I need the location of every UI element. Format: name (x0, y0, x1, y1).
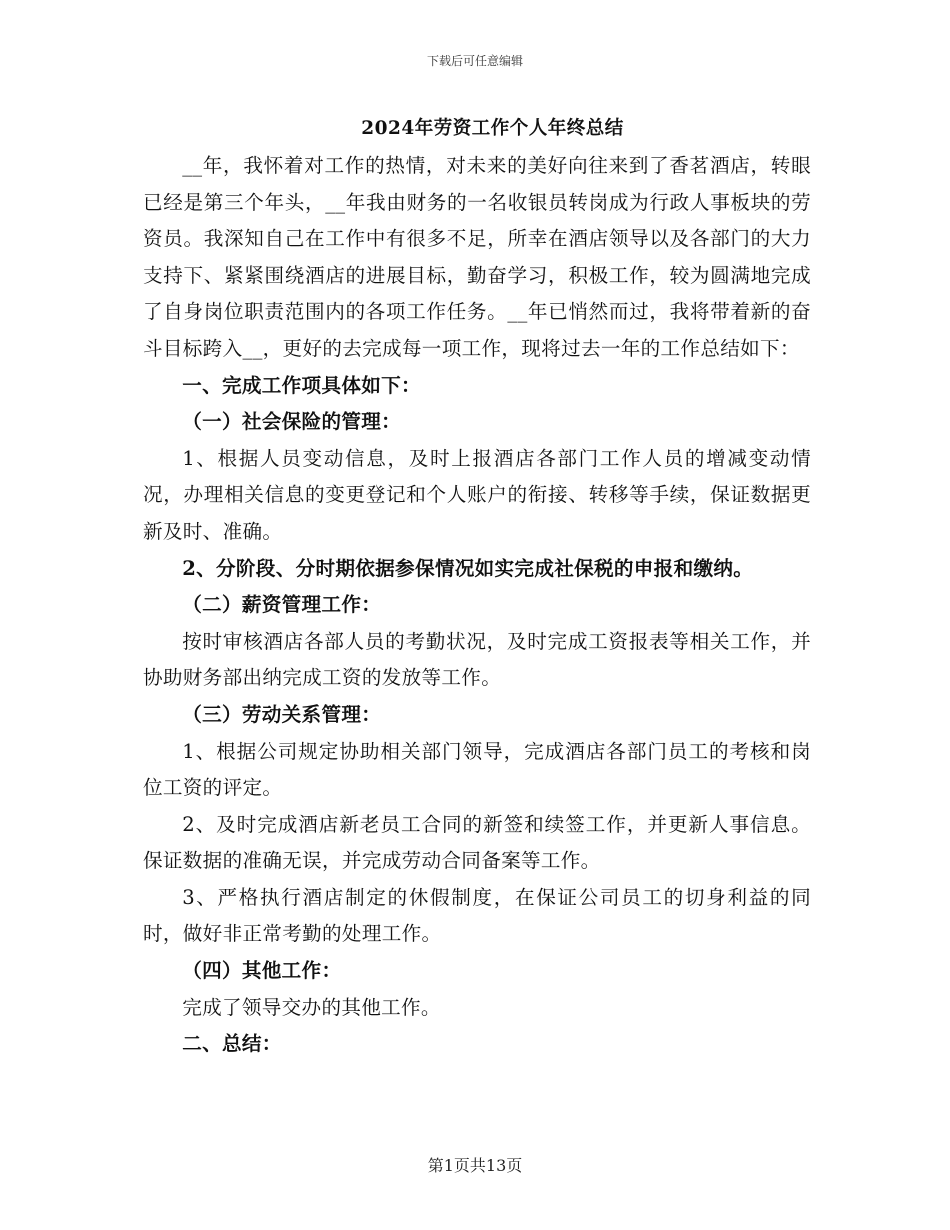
subsection-1-heading: （一）社会保险的管理： (182, 410, 402, 434)
subsection-2-text: 按时审核酒店各部人员的考勤状况，及时完成工资报表等相关工作，并协助财务部出纳完成工资的发放等工作。 (143, 629, 811, 690)
subsection-3-heading: （三）劳动关系管理： (182, 702, 382, 726)
subsection-1-item-1: 1、根据人员变动信息，及时上报酒店各部门工作人员的增减变动情况，办理相关信息的变更登记和个人账户的衔接、转移等手续，保证数据更新及时、准确。 (143, 446, 811, 543)
subsection-4-heading: （四）其他工作： (182, 959, 342, 983)
document-body (143, 148, 811, 1063)
section-2-heading: 二、总结： (182, 1032, 282, 1056)
subsection-1-item-2: 2、分阶段、分时期依据参保情况如实完成社保税的申报和缴纳。 (182, 556, 754, 580)
page-number: 第1页共13页 (427, 1156, 523, 1175)
subsection-3-item-1: 1、根据公司规定协助相关部门领导，完成酒店各部门员工的考核和岗位工资的评定。 (143, 739, 811, 800)
subsection-3-item-2: 2、及时完成酒店新老员工合同的新签和续签工作，并更新人事信息。保证数据的准确无误，并完成劳动合同备案等工作。 (143, 812, 811, 873)
document-title: 2024年劳资工作个人年终总结 (361, 118, 624, 139)
section-1-heading: 一、完成工作项具体如下： (182, 373, 421, 397)
subsection-3-item-3: 3、严格执行酒店制定的休假制度，在保证公司员工的切身利益的同时，做好非正常考勤的处理工作。 (143, 885, 811, 946)
subsection-2-heading: （二）薪资管理工作： (182, 593, 382, 617)
page-header-note: 下载后可任意编辑 (426, 54, 523, 68)
intro-paragraph: __年，我怀着对工作的热情，对未来的美好向往来到了香茗酒店，转眼已经是第三个年头，__年我由财务的一名收银员转岗成为行政人事板块的劳资员。我深知自己在工作中有很多不足，所幸在酒店领导以及各部门的大力支持下、紧紧围绕酒店的进展目标，勤奋学习，积极工作，较为圆满地完成了自身岗位职责范围内的各项工作任务。__年已悄然而过，我将带着新的奋斗目标跨入__，更好的去完成每一项工作，现将过去一年的工作总结如下： (143, 154, 811, 360)
subsection-4-text: 完成了领导交办的其他工作。 (182, 995, 441, 1019)
